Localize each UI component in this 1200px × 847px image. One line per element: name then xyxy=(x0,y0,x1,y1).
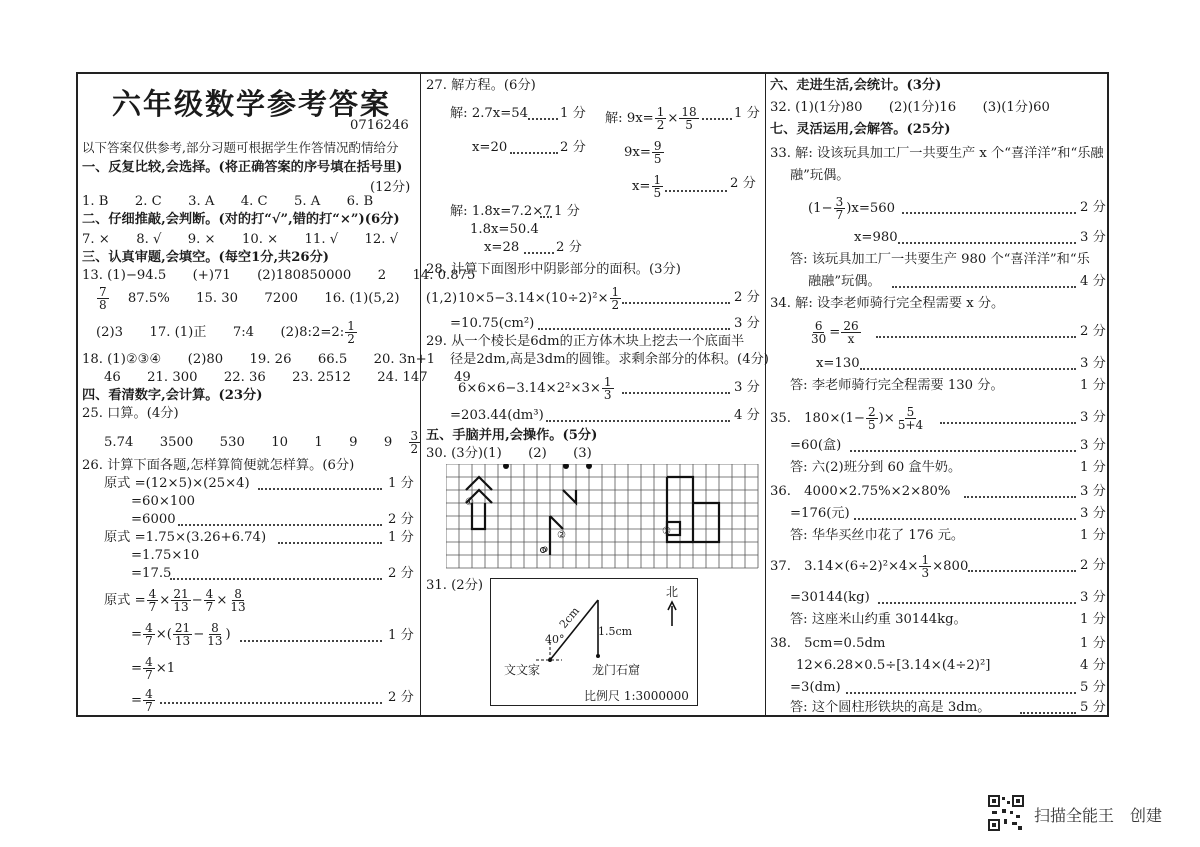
points: 3 分 xyxy=(734,316,760,331)
q36-line2: =176(元) xyxy=(790,506,850,521)
dotted-leader xyxy=(860,368,1076,370)
dotted-leader xyxy=(524,252,554,254)
dotted-leader xyxy=(622,302,730,304)
q26a-line3: =6000 xyxy=(131,512,176,527)
fraction: $\frac{21}{13}$ xyxy=(174,621,191,648)
fraction: $\frac{1}{2}$ xyxy=(656,105,665,132)
q36-line1: 36. 4000×2.75%×2×80% xyxy=(770,484,951,499)
dotted-leader xyxy=(902,212,1076,214)
dotted-leader xyxy=(878,602,1076,604)
q35-line3: 答: 六(2)班分到 60 盒牛奶。 xyxy=(790,460,962,475)
points: 3 分 xyxy=(1080,506,1106,521)
q27b-line1: 解: 9x= $\frac{1}{2}$ × $\frac{18}{5}$ xyxy=(605,105,697,132)
dotted-leader xyxy=(876,336,1076,338)
q38-line3: =3(dm) xyxy=(790,680,841,695)
points: 1 分 xyxy=(1080,612,1106,627)
q35-line2: =60(盒) xyxy=(790,438,842,453)
dotted-leader xyxy=(702,118,732,120)
points: 3 分 xyxy=(1080,356,1106,371)
dotted-leader xyxy=(546,420,730,422)
q33-line5: 答: 该玩具加工厂一共要生产 980 个“喜洋洋”和“乐 xyxy=(790,252,1090,267)
q37-line1: 37. 3.14×(6÷2)²×4× $\frac{1}{3}$ ×800 xyxy=(770,553,969,580)
q26b-line3: =17.5 xyxy=(131,566,172,581)
points: 4 分 xyxy=(734,408,760,423)
points: 2 分 xyxy=(1080,324,1106,339)
map-grottoes-label: 龙门石窟 xyxy=(592,663,641,677)
q13-answers: 13. (1)−94.5 (+)71 (2)180850000 2 14. 0.875 xyxy=(82,268,476,283)
q27a-line1: 解: 2.7x=54 xyxy=(450,106,529,121)
q25-answers: 5.74 3500 530 10 1 9 9 $\frac{3}{2}$ xyxy=(104,429,419,456)
grid-label-1: ① xyxy=(465,497,474,508)
q29-title-line1: 29. 从一个棱长是6dm的正方体木块上挖去一个底面半 xyxy=(426,334,745,349)
column-divider-1 xyxy=(420,72,421,717)
map-north-label: 北 xyxy=(666,585,679,599)
points: 2 分 xyxy=(388,690,414,705)
q27-title: 27. 解方程。(6分) xyxy=(426,78,536,93)
q18-20-answers: 18. (1)②③④ (2)80 19. 26 66.5 20. 3n+1 xyxy=(82,352,436,367)
section-2-title: 二、仔细推敲,会判断。(对的打“√”,错的打“×”)(6分) xyxy=(82,212,400,227)
points: 3 分 xyxy=(734,380,760,395)
points: 1 分 xyxy=(1080,378,1106,393)
section-1-title: 一、反复比较,会选择。(将正确答案的序号填在括号里) xyxy=(82,160,403,175)
q28-line2: =10.75(cm²) xyxy=(450,316,535,331)
points: 1 分 xyxy=(1080,636,1106,651)
points: 3 分 xyxy=(1080,230,1106,245)
q26a-line2: =60×100 xyxy=(131,494,196,509)
dotted-leader xyxy=(278,542,382,544)
dotted-leader xyxy=(510,152,558,154)
q33-line6: 融融”玩偶。 xyxy=(808,274,881,289)
fraction: $\frac{9}{5}$ xyxy=(653,139,662,166)
q37-line3: 答: 这座米山约重 30144kg。 xyxy=(790,612,967,627)
q37-line2: =30144(kg) xyxy=(790,590,870,605)
fraction: $\frac{1}{2}$ xyxy=(611,285,620,312)
fraction: $\frac{3}{2}$ xyxy=(410,429,419,456)
section-4-title: 四、看清数字,会计算。(23分) xyxy=(82,388,263,403)
qr-code-icon xyxy=(988,795,1024,831)
q32-answers: 32. (1)(1分)80 (2)(1分)16 (3)(1分)60 xyxy=(770,100,1050,115)
points: 2 分 xyxy=(556,240,582,255)
fraction: $\frac{6}{30}$ xyxy=(811,319,827,346)
q38-line1: 38. 5cm=0.5dm xyxy=(770,636,886,651)
q33-line2: 融”玩偶。 xyxy=(790,168,850,183)
fraction: $\frac{1}{3}$ xyxy=(603,375,612,402)
page-title: 六年级数学参考答案 xyxy=(112,87,392,121)
dotted-leader xyxy=(940,422,1076,424)
points: 4 分 xyxy=(1080,274,1106,289)
q33-line1: 33. 解: 设该玩具加工厂一共要生产 x 个“喜洋洋”和“乐融 xyxy=(770,146,1104,161)
fraction: $\frac{4}{7}$ xyxy=(145,655,153,682)
q21-24-answers: 46 21. 300 22. 36 23. 2512 24. 147 49 xyxy=(104,370,471,385)
intro-note: 以下答案仅供参考,部分习题可根据学生作答情况酌情给分 xyxy=(82,140,399,155)
dotted-leader xyxy=(846,692,1076,694)
q27c-line3: x=28 xyxy=(484,240,520,255)
section-1-points: (12分) xyxy=(370,180,411,195)
q26c-line1: 原式 = $\frac{4}{7}$ × $\frac{21}{13}$ − $\frac{4}{7}$ × $\frac{8}{13}$ xyxy=(104,587,246,614)
q26b-line2: =1.75×10 xyxy=(131,548,200,563)
dotted-leader xyxy=(968,570,1076,572)
points: 2 分 xyxy=(388,512,414,527)
fraction: $\frac{4}{7}$ xyxy=(145,621,153,648)
column-divider-2 xyxy=(765,72,766,717)
points: 3 分 xyxy=(1080,410,1106,425)
map-home-label: 文文家 xyxy=(504,663,541,677)
grid-origin-label: o xyxy=(542,544,549,555)
q38-line4: 答: 这个圆柱形铁块的高是 3dm。 xyxy=(790,700,991,715)
section-5-title: 五、手脑并用,会操作。(5分) xyxy=(426,428,598,443)
fraction: $\frac{4}{7}$ xyxy=(145,687,153,714)
q26c-line3: = $\frac{4}{7}$ ×1 xyxy=(131,655,176,682)
fraction: $\frac{18}{5}$ xyxy=(681,105,697,132)
points: 4 分 xyxy=(1080,658,1106,673)
q25-title: 25. 口算。(4分) xyxy=(82,406,179,421)
q27a-line2: x=20 xyxy=(472,140,508,155)
q31-title: 31. (2分) xyxy=(426,578,484,593)
points: 1 分 xyxy=(1080,460,1106,475)
q1-6-answers: 1. B 2. C 3. A 4. C 5. A 6. B xyxy=(82,194,374,209)
dotted-leader xyxy=(178,524,382,526)
points: 3 分 xyxy=(1080,484,1106,499)
paper-code: 0716246 xyxy=(350,118,409,133)
fraction: $\frac{2}{5}$ xyxy=(867,405,876,432)
points: 3 分 xyxy=(1080,590,1106,605)
points: 2 分 xyxy=(1080,200,1106,215)
fraction: $\frac{4}{7}$ xyxy=(205,587,214,614)
q27c-line2: 1.8x=50.4 xyxy=(470,222,539,237)
fraction: $\frac{5}{5+4}$ xyxy=(897,405,924,432)
points: 1 分 xyxy=(734,106,760,121)
dotted-leader xyxy=(898,242,1076,244)
q27b-line3: x= $\frac{1}{5}$ xyxy=(632,173,662,200)
fraction: $\frac{1}{3}$ xyxy=(921,553,930,580)
q34-line2: $\frac{6}{30}$ = $\frac{26}{x}$ xyxy=(811,319,859,346)
q33-line3: (1− $\frac{3}{7}$ )x=560 xyxy=(808,195,896,222)
dotted-leader xyxy=(540,216,552,218)
q27b-line2: 9x= $\frac{9}{5}$ xyxy=(624,139,662,166)
map-angle-label: 40° xyxy=(545,633,565,646)
points: 5 分 xyxy=(1080,680,1106,695)
fraction: $\frac{1}{2}$ xyxy=(347,319,355,346)
dotted-leader xyxy=(160,702,382,704)
q28-line1: 10×5−3.14×(10÷2)²× $\frac{1}{2}$ xyxy=(458,285,620,312)
fraction: $\frac{8}{13}$ xyxy=(230,587,246,614)
fraction: $\frac{4}{7}$ xyxy=(148,587,157,614)
points: 1 分 xyxy=(1080,528,1106,543)
q30-grid-figure xyxy=(446,464,760,570)
dotted-leader xyxy=(258,488,382,490)
points: 2 分 xyxy=(560,140,586,155)
points: 1 分 xyxy=(388,476,414,491)
q30-title: 30. (3分)(1) (2) (3) xyxy=(426,446,592,461)
points: 2 分 xyxy=(730,176,756,191)
q26c-line4: = $\frac{4}{7}$ xyxy=(131,687,153,714)
dotted-leader xyxy=(170,578,382,580)
dotted-leader xyxy=(538,328,730,330)
dotted-leader xyxy=(240,640,382,642)
fraction: $\frac{26}{x}$ xyxy=(843,319,859,346)
fraction: $\frac{1}{5}$ xyxy=(653,173,662,200)
points: 3 分 xyxy=(1080,438,1106,453)
scanner-watermark: 扫描全能王 创建 xyxy=(1034,806,1163,825)
q26a-line1: 原式 =(12×5)×(25×4) xyxy=(104,476,250,491)
fraction: $\frac{21}{13}$ xyxy=(173,587,189,614)
q34-line1: 34. 解: 设李老师骑行完全程需要 x 分。 xyxy=(770,296,1005,311)
q29-title-line2: 径是2dm,高是3dm的圆锥。求剩余部分的体积。(4分) xyxy=(450,352,769,367)
grid-label-2: ② xyxy=(557,530,566,541)
q33-line4: x=980 xyxy=(854,230,898,245)
q29-line1: 6×6×6−3.14×2²×3× $\frac{1}{3}$ xyxy=(458,375,612,402)
dotted-leader xyxy=(665,190,727,192)
q36-line3: 答: 华华买丝巾花了 176 元。 xyxy=(790,528,965,543)
section-6-title: 六、走进生活,会统计。(3分) xyxy=(770,78,942,93)
fraction: $\frac{8}{13}$ xyxy=(207,621,223,648)
points: 1 分 xyxy=(388,530,414,545)
map-distance-label-1: 2cm xyxy=(556,604,582,631)
fraction: $\frac{7}{8}$ xyxy=(99,285,107,312)
q29-line2: =203.44(dm³) xyxy=(450,408,544,423)
q35-line1: 35. 180×(1− $\frac{2}{5}$ )× $\frac{5}{5+4}$ xyxy=(770,405,924,432)
section-7-title: 七、灵活运用,会解答。(25分) xyxy=(770,122,951,137)
q34-line4: 答: 李老师骑行完全程需要 130 分。 xyxy=(790,378,1004,393)
points: 2 分 xyxy=(734,290,760,305)
points: 1 分 xyxy=(560,106,586,121)
q26-title: 26. 计算下面各题,怎样算简便就怎样算。(6分) xyxy=(82,458,355,473)
q28-title: 28. 计算下面图形中阴影部分的面积。(3分) xyxy=(426,262,681,277)
dotted-leader xyxy=(964,496,1076,498)
dotted-leader xyxy=(622,392,730,394)
dotted-leader xyxy=(892,286,1076,288)
q27c-line1: 解: 1.8x=7.2×7 xyxy=(450,204,552,219)
q14-answers: $\frac{7}{8}$ 87.5% 15. 30 7200 16. (1)(5,2) (1,2) xyxy=(99,285,458,312)
fraction: $\frac{3}{7}$ xyxy=(835,195,844,222)
dotted-leader xyxy=(1020,712,1076,714)
points: 1 分 xyxy=(388,628,414,643)
section-3-title: 三、认真审题,会填空。(每空1分,共26分) xyxy=(82,250,330,265)
q26c-line2: = $\frac{4}{7}$ ×( $\frac{21}{13}$ − $\frac{8}{13}$ ) xyxy=(131,621,231,648)
points: 2 分 xyxy=(388,566,414,581)
q34-line3: x=130 xyxy=(816,356,860,371)
q26b-line1: 原式 =1.75×(3.26+6.74) xyxy=(104,530,267,545)
dotted-leader xyxy=(850,450,1076,452)
points: 1 分 xyxy=(554,204,580,219)
q38-line2: 12×6.28×0.5÷[3.14×(4÷2)²] xyxy=(796,658,991,673)
dotted-leader xyxy=(854,518,1076,520)
points: 2 分 xyxy=(1080,558,1106,573)
q16-17-answers: (2)3 17. (1)正 7:4 (2)8:2=2: $\frac{1}{2}$ xyxy=(96,319,355,346)
map-scale-label: 比例尺 1:3000000 xyxy=(584,689,689,703)
dotted-leader xyxy=(528,118,558,120)
points: 5 分 xyxy=(1080,700,1106,715)
grid-label-3: ③ xyxy=(662,526,671,537)
map-distance-label-2: 1.5cm xyxy=(598,625,633,638)
q7-12-answers: 7. × 8. √ 9. × 10. × 11. √ 12. √ xyxy=(82,232,399,247)
